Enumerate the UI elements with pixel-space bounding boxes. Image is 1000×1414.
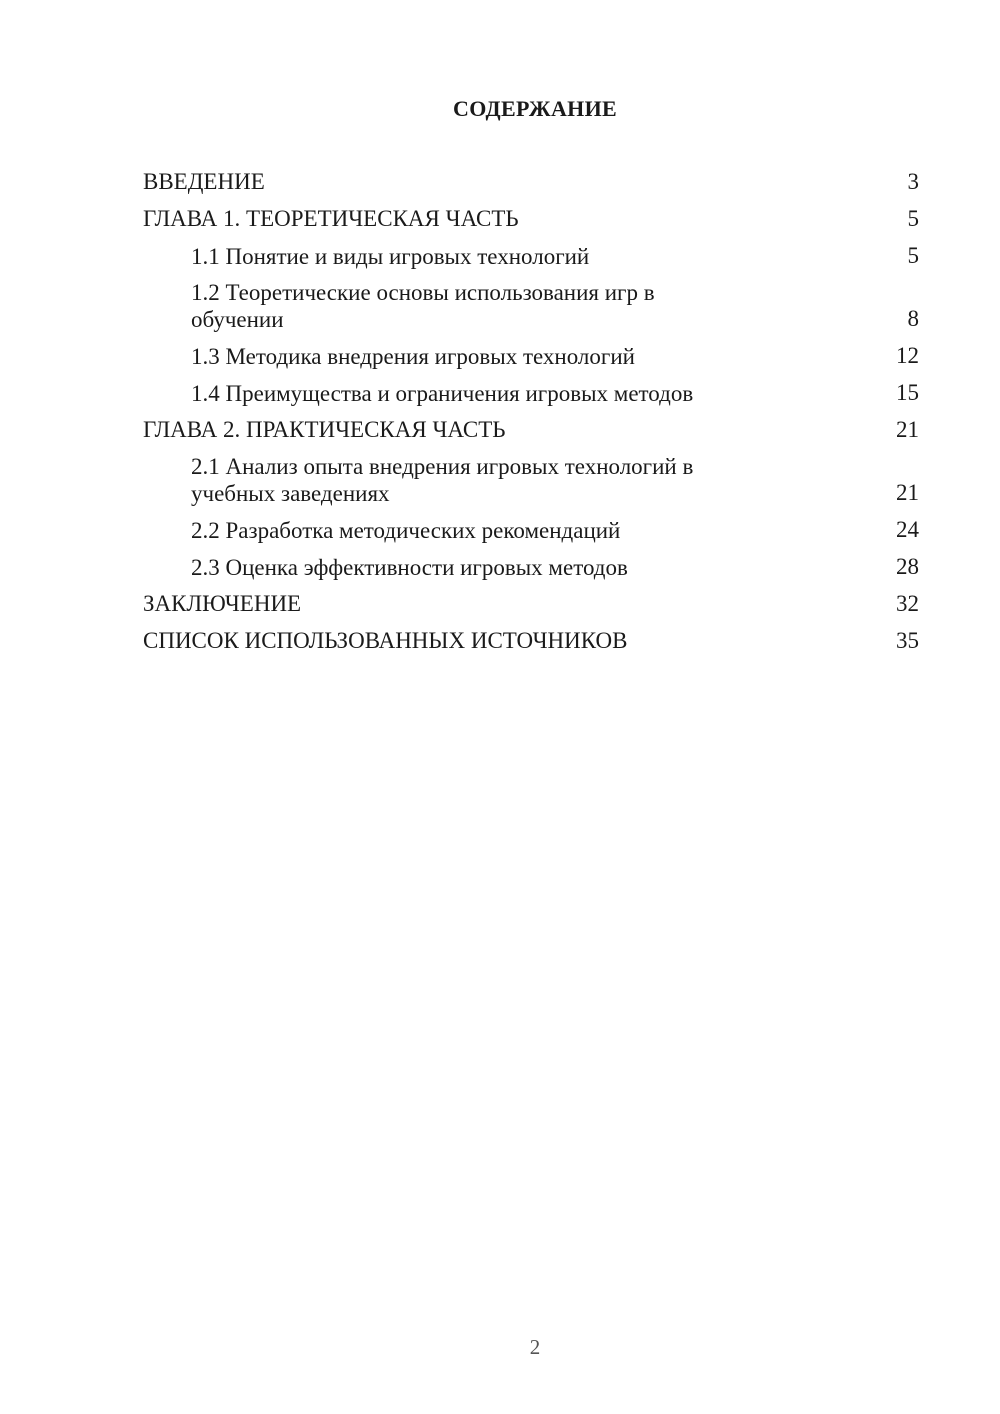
- toc-entry-section-2-1[interactable]: [143, 453, 919, 507]
- toc-entry-introduction[interactable]: [143, 168, 919, 196]
- toc-entry-title: 2.2 Разработка методических рекомендаций: [191, 518, 621, 543]
- toc-entry-chapter-1[interactable]: [143, 205, 919, 233]
- toc-entry-title: 2.3 Оценка эффективности игровых методов: [191, 555, 628, 580]
- table-of-contents: [143, 168, 919, 664]
- toc-entry-section-1-3[interactable]: [143, 342, 919, 370]
- toc-entry-page: 28: [896, 554, 919, 579]
- toc-entry-title: 1.1 Понятие и виды игровых технологий: [191, 244, 590, 269]
- toc-entry-page: 5: [907, 243, 919, 268]
- toc-entry-title: СПИСОК ИСПОЛЬЗОВАННЫХ ИСТОЧНИКОВ: [143, 628, 628, 653]
- toc-entry-chapter-2[interactable]: [143, 416, 919, 444]
- toc-entry-page: 8: [907, 306, 919, 331]
- toc-entry-page: 15: [896, 380, 919, 405]
- toc-entry-page: 5: [907, 206, 919, 231]
- toc-entry-conclusion[interactable]: [143, 590, 919, 618]
- toc-entry-page: 3: [907, 169, 919, 194]
- toc-entry-title: 2.1 Анализ опыта внедрения игровых технологий в учебных заведениях: [191, 454, 694, 506]
- toc-entry-title: 1.3 Методика внедрения игровых технологий: [191, 344, 635, 369]
- toc-entry-title: 1.4 Преимущества и ограничения игровых методов: [191, 381, 694, 406]
- page-number: 2: [529, 1335, 541, 1359]
- toc-entry-section-1-1[interactable]: [143, 242, 919, 270]
- toc-entry-title: 1.2 Теоретические основы использования игр в обучении: [191, 280, 655, 332]
- toc-entry-page: 12: [896, 343, 919, 368]
- toc-entry-page: 24: [896, 517, 919, 542]
- toc-entry-page: 35: [896, 628, 919, 653]
- toc-entry-section-2-2[interactable]: [143, 516, 919, 544]
- toc-entry-page: 21: [896, 417, 919, 442]
- toc-entry-references[interactable]: [143, 627, 919, 655]
- toc-entry-section-1-2[interactable]: [143, 279, 919, 333]
- page-title: СОДЕРЖАНИЕ: [453, 96, 617, 121]
- toc-entry-title: ГЛАВА 1. ТЕОРЕТИЧЕСКАЯ ЧАСТЬ: [143, 206, 519, 231]
- toc-entry-section-1-4[interactable]: [143, 379, 919, 407]
- toc-entry-title: ВВЕДЕНИЕ: [143, 169, 265, 194]
- toc-entry-page: 21: [896, 480, 919, 505]
- toc-entry-page: 32: [896, 591, 919, 616]
- toc-entry-title: ГЛАВА 2. ПРАКТИЧЕСКАЯ ЧАСТЬ: [143, 417, 506, 442]
- toc-entry-section-2-3[interactable]: [143, 553, 919, 581]
- toc-entry-title: ЗАКЛЮЧЕНИЕ: [143, 591, 302, 616]
